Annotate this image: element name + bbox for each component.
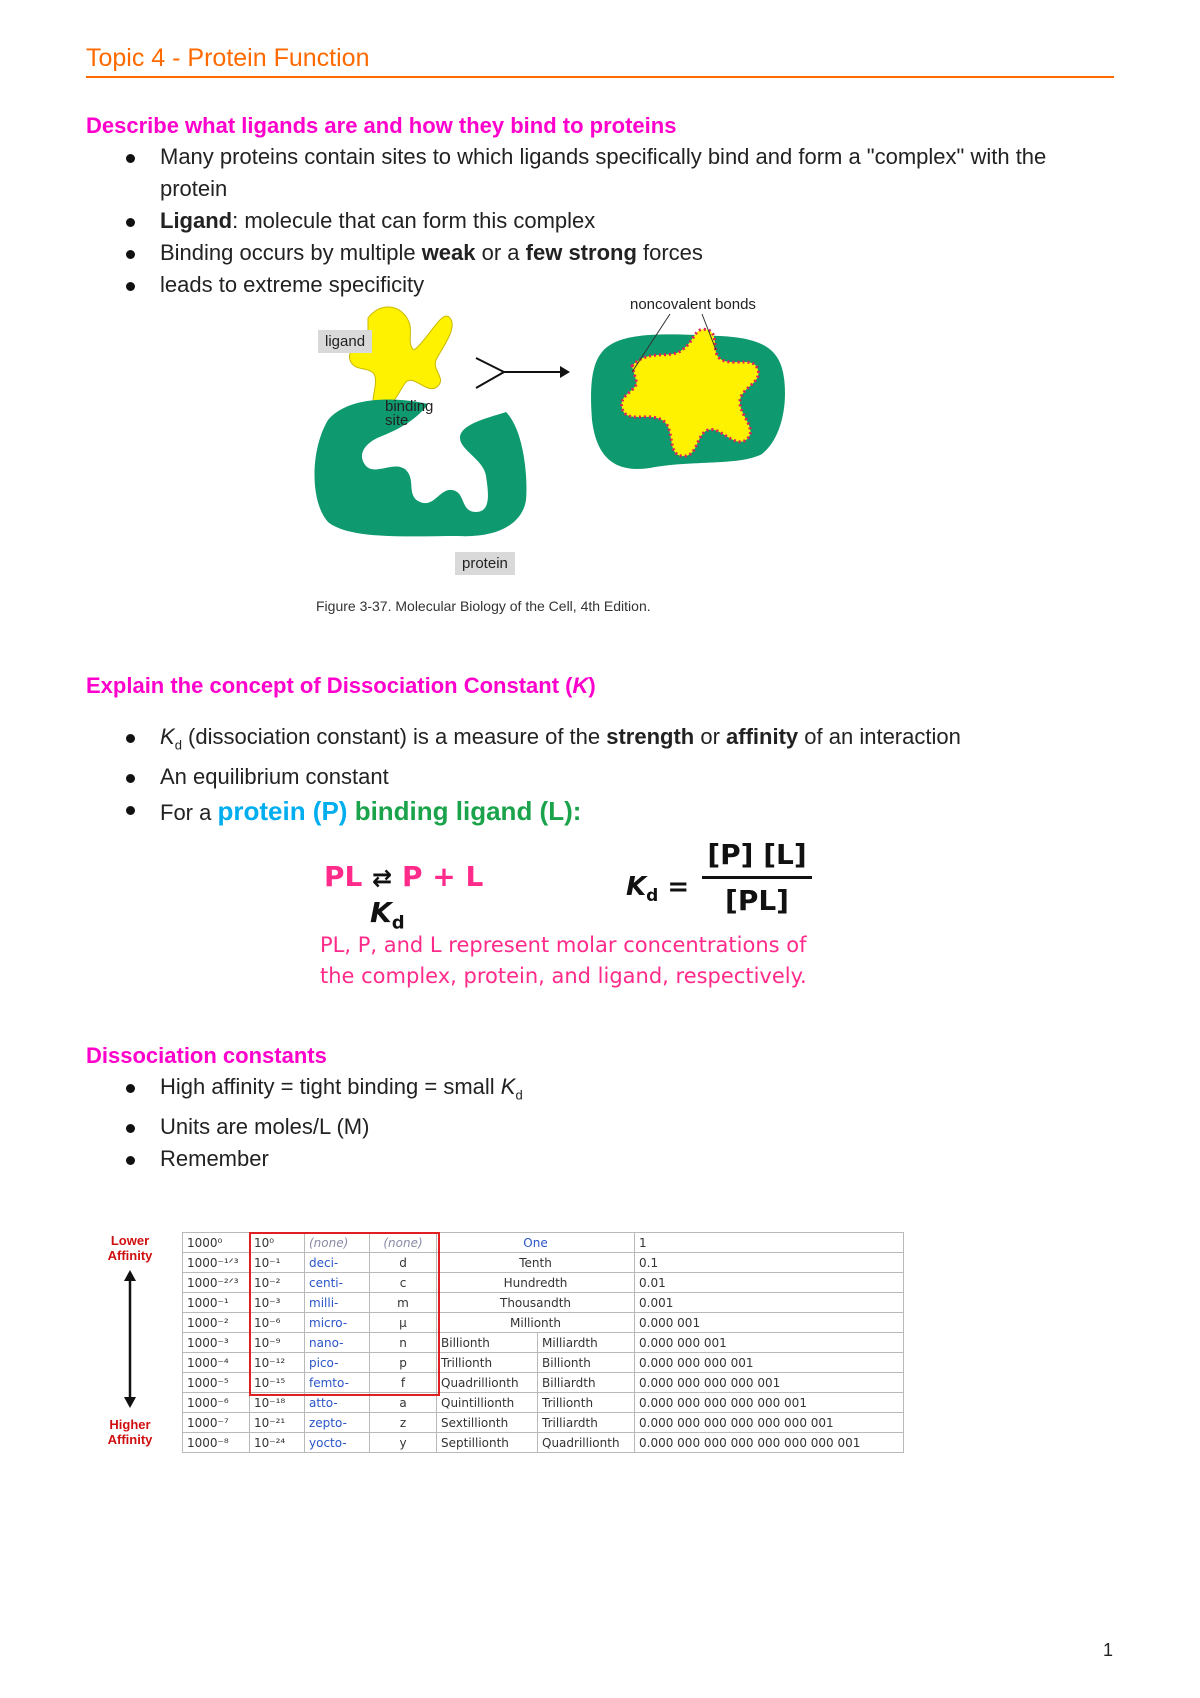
table-cell: 10⁻³ <box>250 1293 305 1313</box>
table-row <box>183 1433 904 1453</box>
list-item <box>118 793 1108 831</box>
bullet-text: : molecule that can form this complex <box>232 208 596 233</box>
table-cell: μ <box>370 1313 437 1333</box>
bullet-text: Remember <box>160 1146 269 1172</box>
table-cell: zepto- <box>305 1413 370 1433</box>
lower-label-line1: Lower <box>110 1233 150 1248</box>
table-cell: 10⁻¹⁸ <box>250 1393 305 1413</box>
ligand-binding-illustration <box>310 300 830 570</box>
table-cell: Quintillionth <box>437 1393 538 1413</box>
bullet-text: or <box>694 724 727 749</box>
table-cell: 1000⁻² <box>183 1313 250 1333</box>
arrow-kd-label <box>370 896 405 934</box>
table-cell: n <box>370 1333 437 1353</box>
equation-note <box>320 930 807 992</box>
table-cell: Billionth <box>538 1353 635 1373</box>
table-cell: Quadrillionth <box>437 1373 538 1393</box>
binding-site-label-line2: site <box>385 412 409 429</box>
list-item <box>118 205 1108 237</box>
table-cell: a <box>370 1393 437 1413</box>
list-item <box>118 1111 1108 1143</box>
table-cell: 0.01 <box>635 1273 904 1293</box>
page-number: 1 <box>1102 1640 1113 1660</box>
table-cell: 10⁻²⁴ <box>250 1433 305 1453</box>
kd-subscript: d <box>515 1087 523 1103</box>
table-cell: 10⁻² <box>250 1273 305 1293</box>
bullet-text: An equilibrium constant <box>160 764 389 790</box>
ligand-term: binding ligand (L): <box>347 796 582 827</box>
table-cell: centi- <box>305 1273 370 1293</box>
table-cell: d <box>370 1253 437 1273</box>
table-cell: 0.000 000 001 <box>635 1333 904 1353</box>
bullet-text: Many proteins contain sites to which ligands specifically bind and form a "complex" with the protein <box>160 144 1047 201</box>
table-row <box>183 1373 904 1393</box>
heading-text: ) <box>588 673 596 698</box>
table-cell: 0.000 000 000 000 001 <box>635 1373 904 1393</box>
bullet-text: leads to extreme specificity <box>160 272 425 297</box>
table-cell: Quadrillionth <box>538 1433 635 1453</box>
higher-label-line1: Higher <box>109 1417 151 1432</box>
ligand-term: Ligand <box>160 208 233 233</box>
kd-symbol: K <box>500 1074 516 1099</box>
protein-term: protein (P) <box>217 796 348 827</box>
section2-bullets <box>118 721 1108 831</box>
table-cell: c <box>370 1273 437 1293</box>
ligand-shape <box>349 307 452 410</box>
bullet-text: (dissociation constant) is a measure of the <box>181 724 607 749</box>
page-title: Topic 4 - Protein Function <box>86 44 370 72</box>
table-cell: 1000⁻⁸ <box>183 1433 250 1453</box>
table-row <box>183 1233 904 1253</box>
table-cell: Trilliardth <box>538 1413 635 1433</box>
list-item <box>118 1143 1108 1175</box>
figure-caption: Figure 3-37. Molecular Biology of the Cell, 4th Edition. <box>316 598 651 614</box>
few-strong-term: few strong <box>525 240 637 265</box>
kd-subscript: d <box>174 737 182 753</box>
lower-affinity-label <box>90 1233 170 1263</box>
table-cell: (none) <box>370 1233 437 1253</box>
table-cell: Sextillionth <box>437 1413 538 1433</box>
binding-site-label <box>385 400 433 428</box>
table-cell: p <box>370 1353 437 1373</box>
list-item <box>118 721 1108 761</box>
affinity-axis <box>90 1233 170 1453</box>
equation-note-line1: PL, P, and L represent molar concentrations of <box>320 933 807 957</box>
bullet-text: of an interaction <box>798 724 961 749</box>
bullet-text: forces <box>636 240 703 265</box>
ligand-binding-figure <box>310 296 830 572</box>
equals-sign: = <box>667 872 690 902</box>
table-row <box>183 1393 904 1413</box>
table-cell: 1000⁻³ <box>183 1333 250 1353</box>
affinity-term: affinity <box>726 724 799 749</box>
binding-site-label-line1: binding <box>385 398 434 415</box>
table-cell: nano- <box>305 1333 370 1353</box>
si-prefix-table-wrap <box>182 1232 904 1453</box>
list-item <box>118 237 1108 269</box>
section3-bullets <box>118 1071 1108 1175</box>
table-cell: femto- <box>305 1373 370 1393</box>
list-item <box>118 761 1108 793</box>
table-cell: milli- <box>305 1293 370 1313</box>
table-cell: 1000⁻²ᐟ³ <box>183 1273 250 1293</box>
table-row <box>183 1353 904 1373</box>
table-cell: 10⁻¹² <box>250 1353 305 1373</box>
kd-rhs-label <box>626 872 689 906</box>
title-underline <box>86 76 1114 78</box>
denominator: [PL] <box>725 884 789 917</box>
table-cell: Hundredth <box>437 1273 635 1293</box>
strength-term: strength <box>606 724 695 749</box>
table-cell: 10⁰ <box>250 1233 305 1253</box>
table-cell: 0.000 000 000 000 000 001 <box>635 1393 904 1413</box>
table-cell: micro- <box>305 1313 370 1333</box>
table-cell: Septillionth <box>437 1433 538 1453</box>
table-cell: 0.000 000 000 000 000 000 000 001 <box>635 1433 904 1453</box>
p-term: P <box>401 860 423 893</box>
table-cell: y <box>370 1433 437 1453</box>
table-row <box>183 1293 904 1313</box>
bullet-text: Binding occurs by multiple <box>160 240 422 265</box>
list-item <box>118 269 1108 301</box>
fraction-bar <box>702 876 812 879</box>
section3-heading: Dissociation constants <box>86 1043 327 1068</box>
table-cell: z <box>370 1413 437 1433</box>
table-cell: 0.000 001 <box>635 1313 904 1333</box>
bullet-text: For a <box>160 800 218 826</box>
table-cell: One <box>437 1233 635 1253</box>
table-cell: 10⁻⁹ <box>250 1333 305 1353</box>
bullet-text: High affinity = tight binding = small <box>160 1074 501 1099</box>
table-cell: 10⁻¹⁵ <box>250 1373 305 1393</box>
heading-k-symbol: K <box>572 673 589 698</box>
double-arrow-icon <box>120 1269 140 1409</box>
rhs-k: K <box>626 872 647 902</box>
bullet-text: Units are moles/L (M) <box>160 1114 370 1140</box>
noncovalent-bonds-label: noncovalent bonds <box>630 296 756 313</box>
table-cell: Millionth <box>437 1313 635 1333</box>
table-cell: deci- <box>305 1253 370 1273</box>
section1-bullets <box>118 141 1108 301</box>
table-row <box>183 1253 904 1273</box>
table-cell: 10⁻¹ <box>250 1253 305 1273</box>
table-cell: 1000⁻⁴ <box>183 1353 250 1373</box>
plus-sign: + <box>432 860 456 893</box>
kd-symbol: K <box>160 724 175 749</box>
equation-note-line2: the complex, protein, and ligand, respectively. <box>320 964 807 988</box>
ligand-label: ligand <box>318 330 372 353</box>
table-cell: (none) <box>305 1233 370 1253</box>
kd-equation <box>316 832 816 1000</box>
higher-affinity-label <box>90 1417 170 1447</box>
section2-heading <box>86 673 596 699</box>
table-cell: 1000⁻¹ <box>183 1293 250 1313</box>
table-cell: Billionth <box>437 1333 538 1353</box>
table-cell: 1000⁻⁷ <box>183 1413 250 1433</box>
table-cell: 1000⁻¹ᐟ³ <box>183 1253 250 1273</box>
l-term: L <box>465 860 484 893</box>
higher-label-line2: Affinity <box>107 1432 153 1447</box>
table-cell: 1000⁻⁶ <box>183 1393 250 1413</box>
table-cell: 0.000 000 000 000 000 000 001 <box>635 1413 904 1433</box>
table-cell: 10⁻⁶ <box>250 1313 305 1333</box>
list-item <box>118 1071 1108 1111</box>
lower-label-line2: Affinity <box>107 1248 153 1263</box>
equation-lhs <box>324 860 483 893</box>
table-cell: 0.000 000 000 001 <box>635 1353 904 1373</box>
table-cell: f <box>370 1373 437 1393</box>
weak-term: weak <box>421 240 476 265</box>
si-prefix-table <box>182 1232 904 1453</box>
table-cell: m <box>370 1293 437 1313</box>
table-cell: 1 <box>635 1233 904 1253</box>
numerator: [P] [L] <box>707 838 807 871</box>
table-cell: Tenth <box>437 1253 635 1273</box>
table-cell: Billiardth <box>538 1373 635 1393</box>
pl-term: PL <box>324 860 363 893</box>
table-cell: Trillionth <box>437 1353 538 1373</box>
table-cell: yocto- <box>305 1433 370 1453</box>
table-cell: 1000⁻⁵ <box>183 1373 250 1393</box>
list-item <box>118 141 1108 205</box>
table-cell: atto- <box>305 1393 370 1413</box>
protein-label: protein <box>455 552 515 575</box>
table-cell: 1000⁰ <box>183 1233 250 1253</box>
table-cell: pico- <box>305 1353 370 1373</box>
section1-heading: Describe what ligands are and how they bind to proteins <box>86 113 677 138</box>
heading-text: Explain the concept of Dissociation Constant ( <box>86 673 573 698</box>
bullet-text: or a <box>475 240 526 265</box>
table-cell: 0.1 <box>635 1253 904 1273</box>
table-cell: Milliardth <box>538 1333 635 1353</box>
table-cell: Trillionth <box>538 1393 635 1413</box>
table-row <box>183 1273 904 1293</box>
table-row <box>183 1333 904 1353</box>
table-cell: Thousandth <box>437 1293 635 1313</box>
table-row <box>183 1413 904 1433</box>
table-cell: 10⁻²¹ <box>250 1413 305 1433</box>
kd-d: d <box>391 912 405 934</box>
table-cell: 0.001 <box>635 1293 904 1313</box>
equilibrium-arrows: ⇄ <box>372 864 393 892</box>
rhs-d: d <box>646 886 659 907</box>
kd-k: K <box>370 896 392 929</box>
table-row <box>183 1313 904 1333</box>
